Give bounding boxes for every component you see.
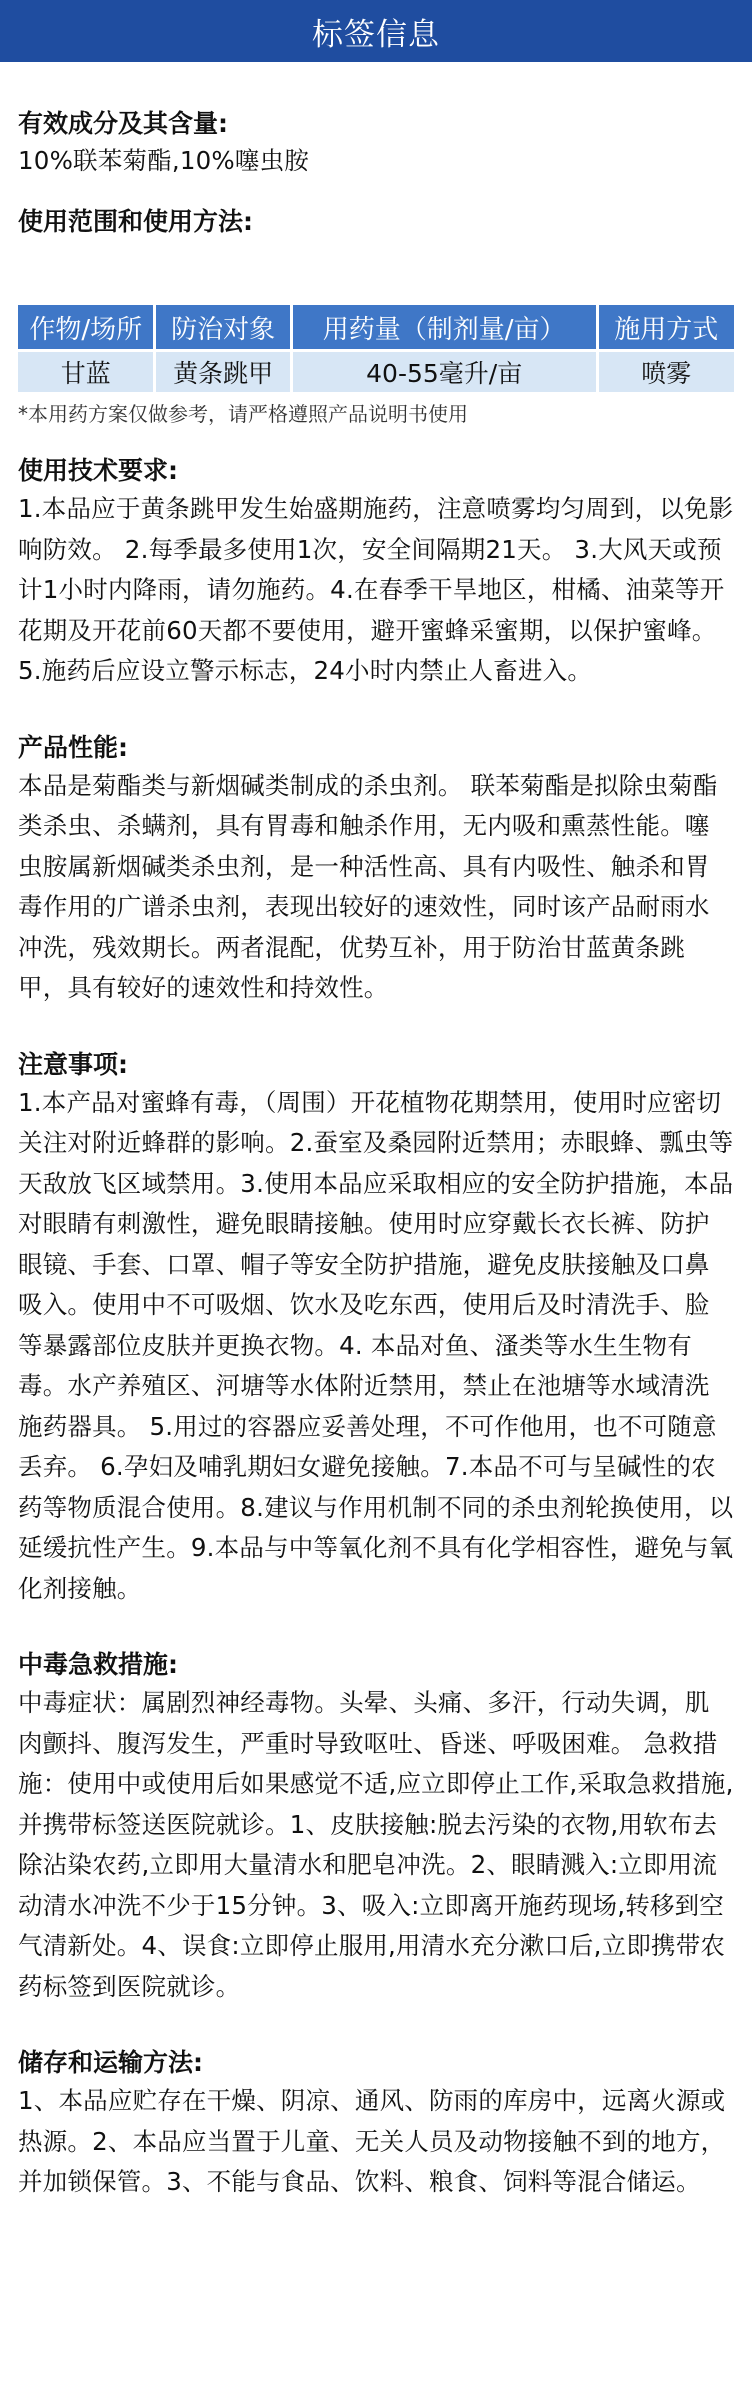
storage-text: 1、本品应贮存在干燥、阴凉、通风、防雨的库房中，远离火源或热源。2、本品应当置于儿童、无关人员及动物接触不到的地方，并加锁保管。3、不能与食品、饮料、粮食、饲料等混合储运。 — [18, 2086, 726, 2196]
performance-section — [18, 730, 734, 1009]
storage-section — [18, 2045, 734, 2203]
dosage-table-header-row — [18, 305, 734, 349]
column-header-crop: 作物/场所 — [18, 305, 153, 349]
cell-dosage: 40-55毫升/亩 — [293, 352, 596, 392]
precautions-heading: 注意事项: — [18, 1049, 128, 1079]
cell-crop: 甘蓝 — [18, 352, 153, 392]
usage-note: *本用药方案仅做参考，请严格遵照产品说明书使用 — [18, 402, 468, 426]
column-header-method: 施用方式 — [599, 305, 734, 349]
usage-heading: 使用范围和使用方法: — [18, 207, 253, 236]
ingredients-heading: 有效成分及其含量: — [18, 109, 228, 138]
ingredients-section — [18, 106, 734, 180]
ingredients-text: 10%联苯菊酯,10%噻虫胺 — [18, 146, 309, 175]
cell-method: 喷雾 — [599, 352, 734, 392]
storage-heading: 储存和运输方法: — [18, 2048, 203, 2077]
technique-text: 1.本品应于黄条跳甲发生始盛期施药，注意喷雾均匀周到，以免影响防效。 2.每季最多使用1次，安全间隔期21天。 3.大风天或预计1小时内降雨，请勿施药。4.在春季干旱地区，柑橘、油菜等开花期及开花前60天都不要使用，避开蜜蜂采蜜期，以保护蜜峰。 5.施药后应设立警示标志，24小时内禁止人畜进入。 — [18, 494, 734, 685]
cell-target: 黄条跳甲 — [156, 352, 289, 392]
firstaid-text: 中毒症状：属剧烈神经毒物。头晕、头痛、多汗，行动失调，肌肉颤抖、腹泻发生，严重时导致呕吐、昏迷、呼吸困难。 急救措施：使用中或使用后如果感觉不适,应立即停止工作,采取急救措施,并携带标签送医院就诊。1、皮肤接触:脱去污染的衣物,用软布去除沾染农药,立即用大量清水和肥皂冲洗。2、眼睛溅入:立即用流动清水冲洗不少于15分钟。3、吸入:立即离开施药现场,转移到空气清新处。4、误食:立即停止服用,用清水充分漱口后,立即携带农药标签到医院就诊。 — [18, 1688, 734, 2001]
technique-section — [18, 453, 734, 692]
technique-heading: 使用技术要求: — [18, 456, 178, 485]
usage-section — [18, 204, 734, 429]
column-header-target: 防治对象 — [156, 305, 289, 349]
performance-heading: 产品性能: — [18, 732, 128, 762]
column-header-dosage: 用药量（制剂量/亩） — [293, 305, 596, 349]
page-header — [0, 0, 752, 62]
precautions-text: 1.本产品对蜜蜂有毒，（周围）开花植物花期禁用，使用时应密切关注对附近蜂群的影响。2.蚕室及桑园附近禁用；赤眼蜂、瓢虫等天敌放飞区域禁用。3.使用本品应采取相应的安全防护措施，本品对眼睛有刺激性，避免眼睛接触。使用时应穿戴长衣长裤、防护眼镜、手套、口罩、帽子等安全防护措施，避免皮肤接触及口鼻吸入。使用中不可吸烟、饮水及吃东西，使用后及时清洗手、脸等暴露部位皮肤并更换衣物。4. 本品对鱼、溞类等水生生物有毒。水产养殖区、河塘等水体附近禁用，禁止在池塘等水域清洗施药器具。 5.用过的容器应妥善处理，不可作他用，也不可随意丢弃。 6.孕妇及哺乳期妇女避免接触。7.本品不可与呈碱性的农药等物质混合使用。8.建议与作用机制不同的杀虫剂轮换使用，以延缓抗性产生。9.本品与中等氧化剂不具有化学相容性，避免与氧化剂接触。 — [18, 1087, 734, 1603]
label-content — [0, 106, 752, 2203]
dosage-table-wrap — [18, 302, 734, 395]
precautions-section — [18, 1047, 734, 1610]
firstaid-section — [18, 1647, 734, 2007]
performance-text: 本品是菊酯类与新烟碱类制成的杀虫剂。 联苯菊酯是拟除虫菊酯类杀虫、杀螨剂，具有胃毒和触杀作用，无内吸和熏蒸性能。噻虫胺属新烟碱类杀虫剂，是一种活性高、具有内吸性、触杀和胃毒作用的广谱杀虫剂，表现出较好的速效性，同时该产品耐雨水冲洗，残效期长。两者混配，优势互补，用于防治甘蓝黄条跳甲，具有较好的速效性和持效性。 — [18, 770, 718, 1002]
dosage-table — [15, 302, 737, 395]
page-title: 标签信息 — [312, 16, 440, 53]
firstaid-heading: 中毒急救措施: — [18, 1650, 178, 1679]
table-row — [18, 352, 734, 392]
